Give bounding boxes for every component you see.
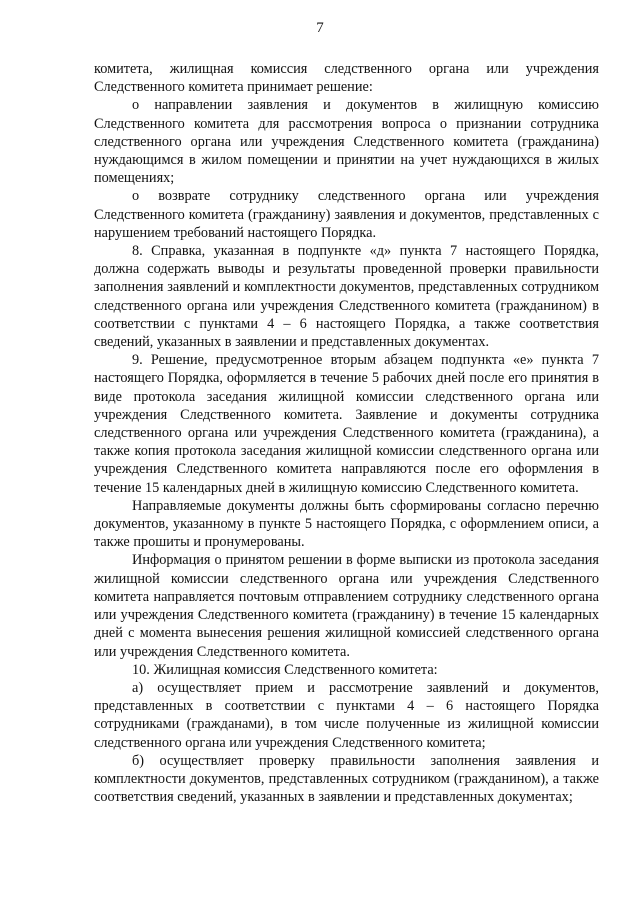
paragraph: комитета, жилищная комиссия следственного органа или учреждения Следственного комитета принимает решение: xyxy=(94,61,599,96)
paragraph: о возврате сотруднику следственного органа или учреждения Следственного комитета (гражданину) заявления и документов, представленных с нарушением требований настоящего Порядка. xyxy=(94,188,599,241)
page-number: 7 xyxy=(316,20,324,36)
paragraph: 9. Решение, предусмотренное вторым абзацем подпункта «е» пункта 7 настоящего Порядка, оформляется в течение 5 рабочих дней после его принятия в виде протокола заседания жилищной комиссии следственного органа или учреждения Следственного комитета. Заявление и документы сотрудника следственного органа или учреждения Следственного комитета (гражданина), а также копия протокола заседания жилищной комиссии следственного органа или учреждения Следственного комитета направляются после его оформления в течение 15 календарных дней в жилищную комиссию Следственного комитета. xyxy=(94,352,599,496)
paragraph: 10. Жилищная комиссия Следственного комитета: xyxy=(132,661,438,678)
paragraph: 8. Справка, указанная в подпункте «д» пункта 7 настоящего Порядка, должна содержать выводы и результаты проведенной проверки правильности заполнения заявлений и комплектности документов, представленных сотрудником следственного органа или учреждения Следственного комитета (гражданином) в соответствии с пунктами 4 – 6 настоящего Порядка, а также соответствия сведений, указанных в заявлении и представленных документах. xyxy=(94,243,599,351)
paragraph: о направлении заявления и документов в жилищную комиссию Следственного комитета для рассмотрения вопроса о признании сотрудника следственного органа или учреждения Следственного комитета (гражданина) нуждающимся в жилом помещении и принятии на учет нуждающихся в жилых помещениях; xyxy=(94,97,599,187)
paragraph: а) осуществляет прием и рассмотрение заявлений и документов, представленных в соответствии с пунктами 4 – 6 настоящего Порядка сотрудниками (гражданами), в том числе полученные из жилищной комиссии следственного органа или учреждения Следственного комитета; xyxy=(94,679,599,751)
paragraph: Направляемые документы должны быть сформированы согласно перечню документов, указанному в пункте 5 настоящего Порядка, с оформлением описи, а также прошиты и пронумерованы. xyxy=(94,497,599,551)
paragraph: Информация о принятом решении в форме выписки из протокола заседания жилищной комиссии следственного органа или учреждения Следственного комитета направляется почтовым отправлением сотруднику следственного органа или учреждения Следственного комитета (гражданину) в течение 15 календарных дней с момента вынесения решения жилищной комиссией следственного органа или учреждения Следственного комитета. xyxy=(94,552,599,660)
document-body xyxy=(94,60,599,806)
paragraph: б) осуществляет проверку правильности заполнения заявления и комплектности документов, представленных сотрудником (гражданином), а также соответствия сведений, указанных в заявлении и представленных документах; xyxy=(94,752,599,806)
